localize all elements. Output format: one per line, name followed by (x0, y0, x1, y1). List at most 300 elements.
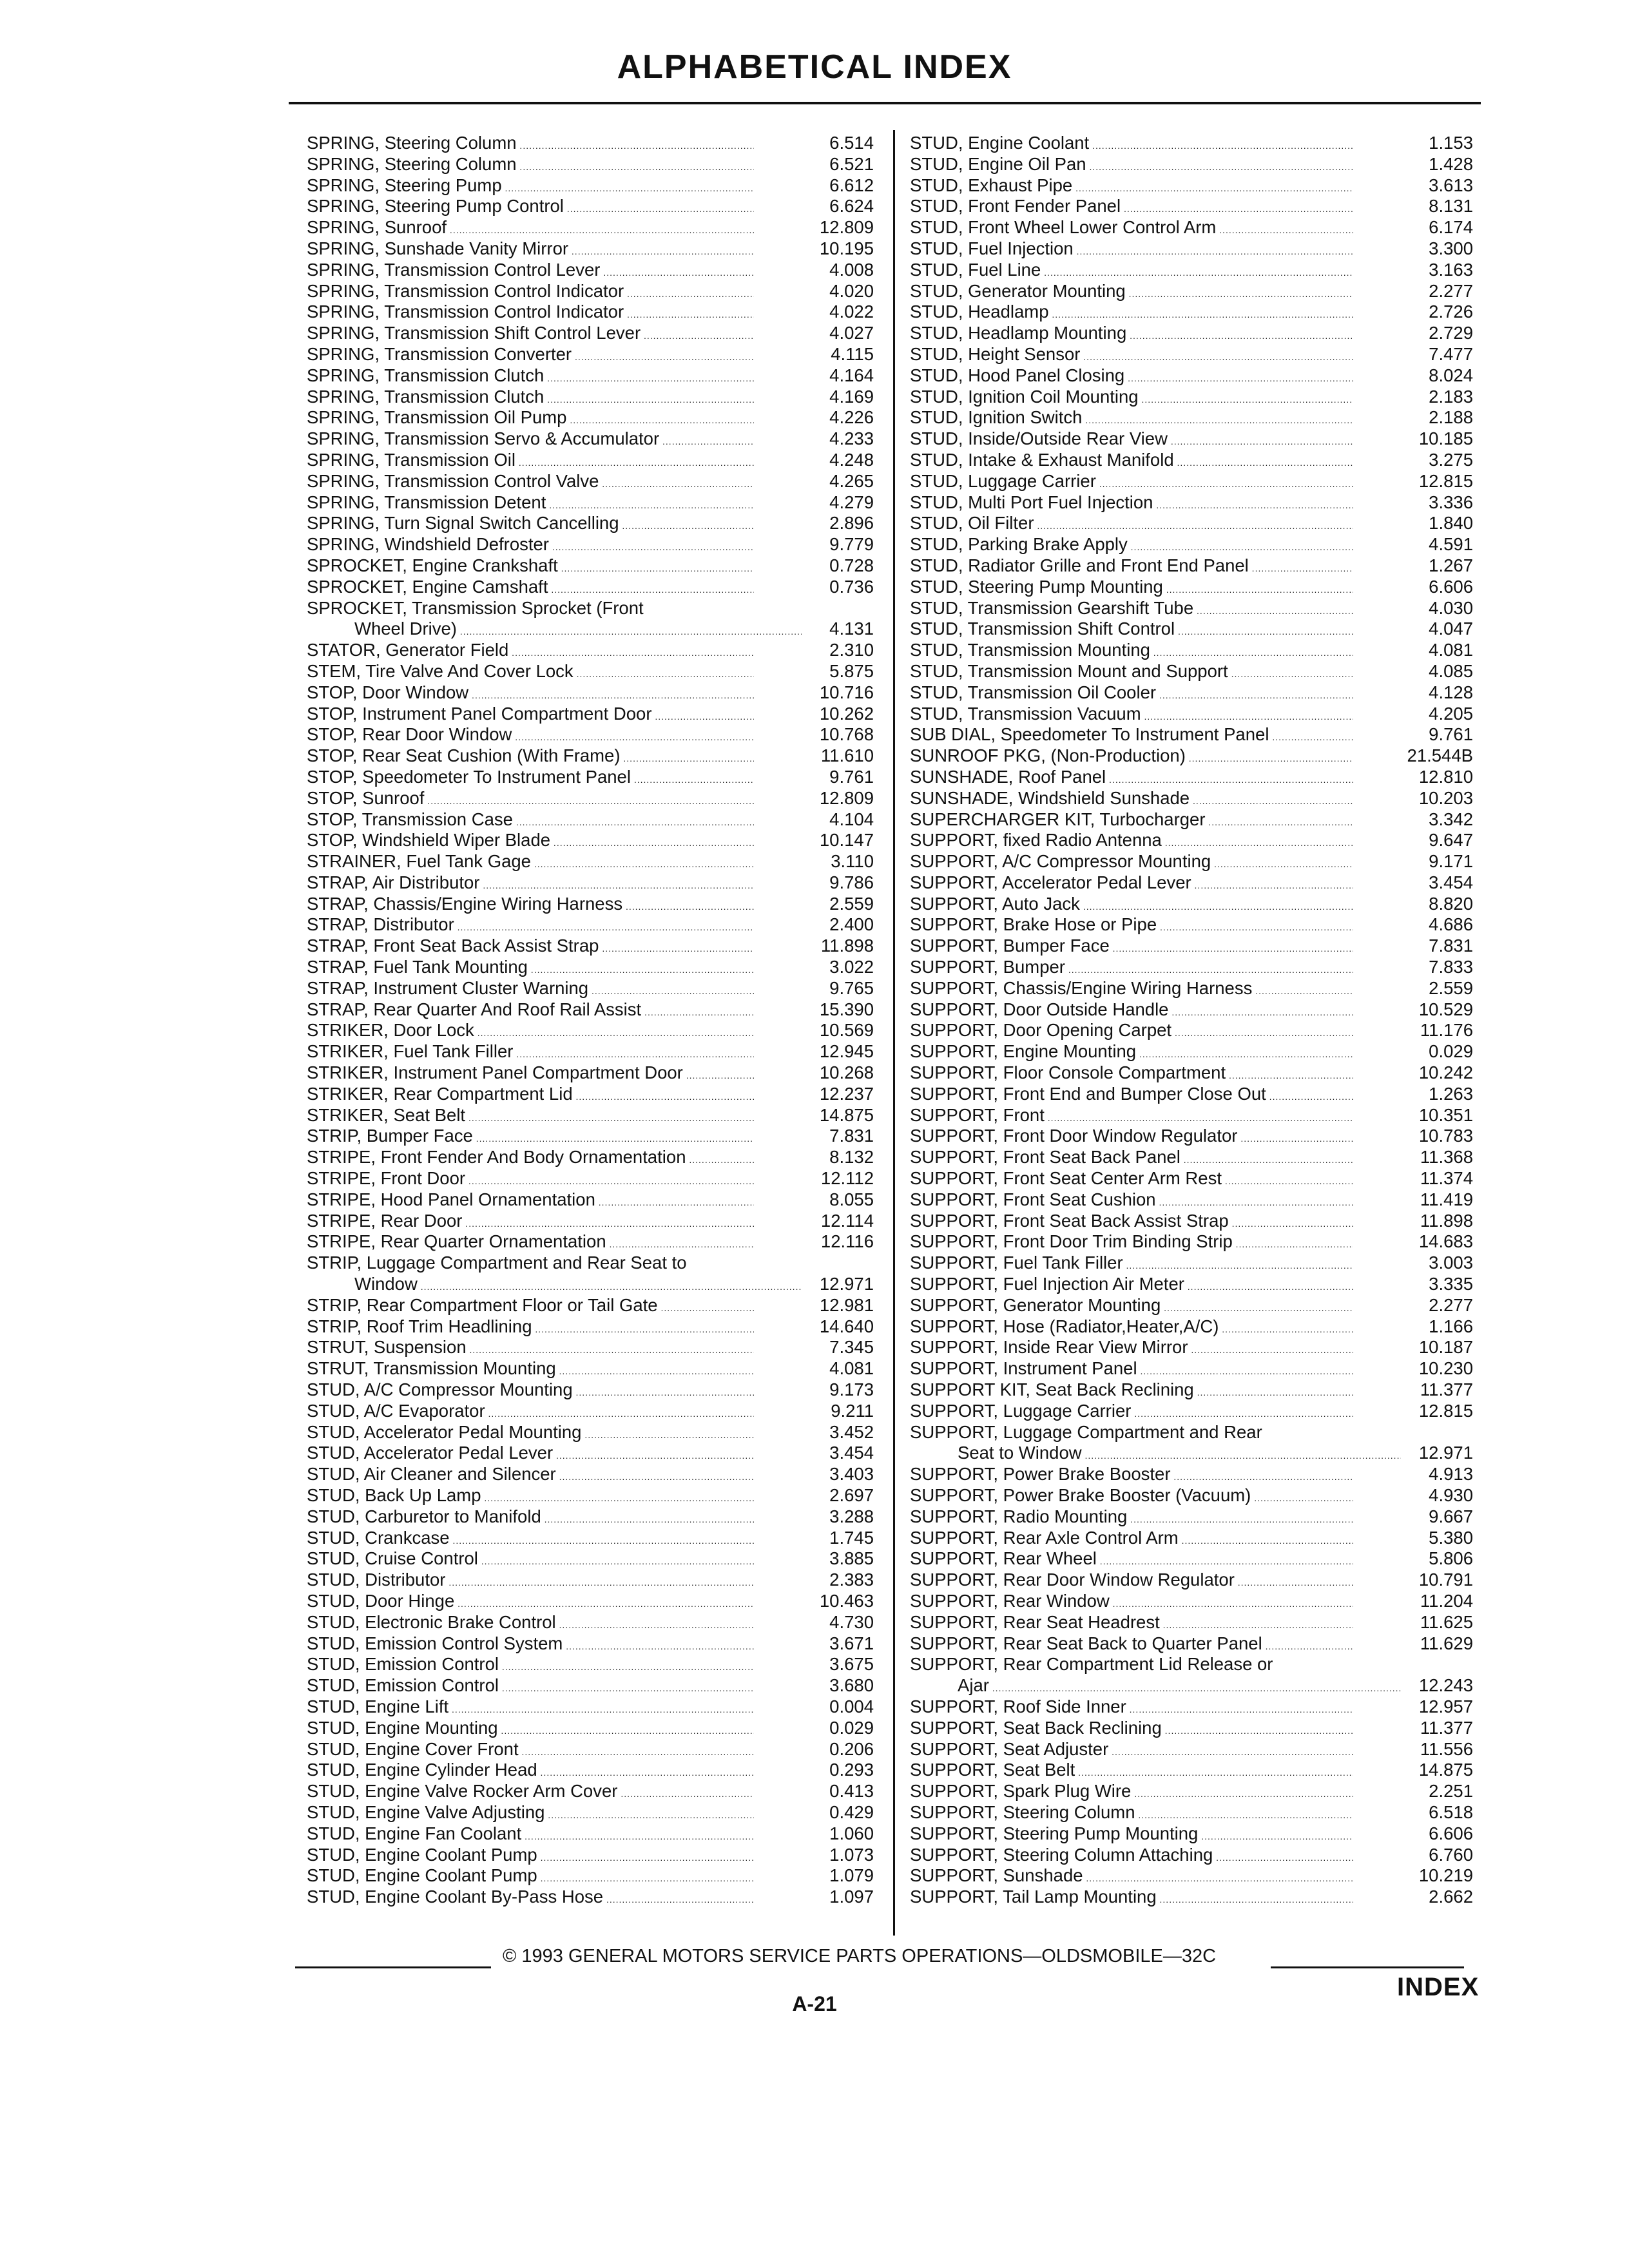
index-entry-label: STUD, Engine Valve Adjusting ..... (307, 1802, 754, 1826)
index-entry-label: SUPPORT, Front Door Window Regulator ..... (910, 1126, 1353, 1149)
index-entry-page: 10.463 (819, 1590, 874, 1611)
index-entry-page: 10.529 (1418, 999, 1473, 1019)
index-entry (902, 1485, 1482, 1506)
index-entry (307, 1189, 951, 1211)
index-entry-page: 3.680 (829, 1675, 874, 1696)
index-entry-page: 1.153 (1429, 133, 1473, 153)
index-entry-page: 12.971 (1418, 1443, 1473, 1463)
index-entry (902, 767, 1482, 788)
index-entry-label: Window ..... (307, 1274, 802, 1298)
index-entry-label: SUNSHADE, Windshield Sunshade ..... (910, 788, 1353, 812)
index-entry-page: 10.230 (1418, 1358, 1473, 1379)
index-entry-page: 7.477 (1429, 343, 1473, 364)
index-entry-label: STRIKER, Instrument Panel Compartment Door ..... (307, 1062, 754, 1086)
index-entry-page: 11.556 (1420, 1738, 1473, 1759)
index-entry-page: 11.377 (1420, 1379, 1473, 1400)
index-entry-label: SUPPORT, Rear Window ..... (910, 1591, 1353, 1615)
index-entry-page: 11.374 (1420, 1168, 1473, 1189)
column-divider (893, 130, 895, 1936)
index-entry-page: 8.131 (1429, 196, 1473, 216)
index-entry (902, 302, 1482, 323)
index-entry (902, 1253, 1482, 1274)
index-entry-label: SUPPORT, Front End and Bumper Close Out ..... (910, 1084, 1353, 1108)
index-entry (902, 640, 1482, 661)
index-entry-label: STUD, A/C Compressor Mounting ..... (307, 1379, 754, 1403)
index-entry-page: 12.809 (819, 217, 874, 238)
index-entry-label: SPROCKET, Transmission Sprocket (Front (307, 597, 644, 618)
index-entry-label: STOP, Door Window ..... (307, 682, 754, 706)
index-entry-label: STUD, Multi Port Fuel Injection ..... (910, 492, 1353, 516)
index-entry-label: SUPPORT, Rear Compartment Lid Release or (910, 1654, 1273, 1675)
index-entry-label: STUD, Transmission Mount and Support ..... (910, 661, 1353, 685)
index-entry-page: 0.029 (1429, 1041, 1473, 1062)
index-entry-page: 10.768 (819, 724, 874, 745)
index-entry (902, 1506, 1482, 1528)
index-entry (307, 1823, 951, 1845)
index-entry-page: 12.815 (1418, 1400, 1473, 1421)
index-entry-page: 3.022 (829, 957, 874, 977)
index-entry-label: STUD, Engine Valve Rocker Arm Cover ..... (307, 1781, 754, 1805)
index-entry-page: 4.164 (829, 365, 874, 385)
index-entry-page: 8.132 (829, 1147, 874, 1168)
index-entry (902, 957, 1482, 978)
index-entry (307, 513, 951, 534)
index-entry-label: SUPPORT, Instrument Panel ..... (910, 1358, 1353, 1382)
index-entry (902, 1105, 1482, 1126)
index-entry-page: 3.300 (1429, 238, 1473, 258)
index-entry-label: STUD, Parking Brake Apply ..... (910, 534, 1353, 558)
index-entry-label: SUPPORT, A/C Compressor Mounting ..... (910, 851, 1353, 875)
index-entry (307, 1295, 951, 1316)
index-entry-label: SUPPORT, Seat Adjuster ..... (910, 1739, 1353, 1763)
footer-rule-right (1271, 1966, 1464, 1968)
index-entry-label: SPRING, Turn Signal Switch Cancelling ..... (307, 513, 754, 537)
index-entry-label: STOP, Transmission Case ..... (307, 809, 754, 833)
index-entry-page: 1.073 (829, 1844, 874, 1865)
index-entry-label: STRIPE, Front Door ..... (307, 1168, 754, 1192)
index-entry-page: 7.831 (829, 1126, 874, 1146)
index-entry-label: STRAP, Rear Quarter And Roof Rail Assist ..... (307, 999, 754, 1023)
index-entry-page: 12.971 (819, 1274, 874, 1294)
index-entry (902, 1591, 1482, 1612)
index-entry-label: SPRING, Transmission Clutch ..... (307, 365, 754, 389)
index-entry-page: 1.428 (1429, 153, 1473, 174)
index-entry-page: 4.205 (1429, 703, 1473, 724)
index-entry (902, 1464, 1482, 1485)
index-entry-label: STRIKER, Door Lock ..... (307, 1020, 754, 1044)
index-entry (902, 365, 1482, 387)
index-entry-label: SPRING, Steering Pump Control ..... (307, 196, 754, 220)
index-entry-page: 11.898 (1420, 1210, 1473, 1231)
index-entry-page: 4.085 (1429, 660, 1473, 681)
index-entry (902, 1316, 1482, 1338)
index-entry (307, 1612, 951, 1633)
index-entry-label: SUPPORT, Steering Pump Mounting ..... (910, 1823, 1353, 1847)
index-entry-page: 4.169 (829, 386, 874, 407)
index-entry-page: 2.697 (829, 1485, 874, 1505)
index-entry-page: 11.377 (1420, 1717, 1473, 1738)
index-entry-label: SPRING, Transmission Shift Control Lever ..... (307, 323, 754, 347)
index-entry-page: 12.957 (1418, 1696, 1473, 1716)
index-entry-page: 4.115 (831, 343, 874, 364)
index-entry-page: 10.262 (819, 703, 874, 724)
index-entry-page: 8.820 (1429, 893, 1473, 914)
index-entry (902, 978, 1482, 999)
index-entry-page: 8.024 (1429, 365, 1473, 385)
index-entry (902, 1211, 1482, 1232)
index-entry (307, 1528, 951, 1549)
index-entry-label: Seat to Window ..... (910, 1443, 1401, 1466)
index-entry-page: 2.277 (1429, 1294, 1473, 1315)
index-entry-page: 2.400 (829, 914, 874, 935)
index-entry (902, 999, 1482, 1021)
index-entry (307, 1401, 951, 1422)
index-entry (902, 1739, 1482, 1760)
index-entry-page: 3.336 (1429, 492, 1473, 512)
index-entry-page: 3.003 (1429, 1253, 1473, 1273)
index-entry-label: STEM, Tire Valve And Cover Lock ..... (307, 661, 754, 685)
index-entry (902, 1718, 1482, 1739)
index-entry (307, 957, 951, 978)
index-entry-page: 10.351 (1418, 1104, 1473, 1125)
index-entry-page: 12.809 (819, 787, 874, 808)
index-entry (902, 1126, 1482, 1147)
index-entry-label: STUD, Engine Fan Coolant ..... (307, 1823, 754, 1847)
index-entry-page: 5.806 (1429, 1548, 1473, 1569)
index-entry-page: 6.624 (829, 196, 874, 216)
index-entry (307, 154, 951, 175)
index-entry-label: SUPPORT, Tail Lamp Mounting ..... (910, 1887, 1353, 1910)
index-entry-page: 21.544B (1407, 745, 1473, 766)
index-entry (307, 1231, 951, 1253)
index-entry-page: 3.163 (1429, 259, 1473, 280)
index-entry-page: 5.875 (829, 660, 874, 681)
index-entry (307, 450, 951, 471)
index-entry-label: SUPERCHARGER KIT, Turbocharger ..... (910, 809, 1353, 833)
index-entry-label: SPRING, Transmission Control Valve ..... (307, 471, 754, 495)
index-entry (902, 323, 1482, 344)
index-entry (902, 217, 1482, 238)
index-entry-page: 4.104 (829, 809, 874, 829)
index-entry-page: 3.403 (829, 1464, 874, 1485)
index-entry (307, 767, 951, 788)
index-entry-page: 6.518 (1429, 1802, 1473, 1822)
index-entry (307, 281, 951, 302)
index-entry-page: 0.413 (829, 1781, 874, 1802)
index-entry-label: STRAP, Chassis/Engine Wiring Harness ..... (307, 894, 754, 918)
index-entry-label: STUD, Engine Cover Front ..... (307, 1739, 754, 1763)
index-entry-page: 0.004 (829, 1696, 874, 1716)
index-entry-page: 7.831 (1429, 936, 1473, 956)
index-entry (902, 1084, 1482, 1105)
index-entry-label: STRIP, Luggage Compartment and Rear Seat to (307, 1253, 687, 1273)
index-entry-label: STUD, Ignition Coil Mounting ..... (910, 387, 1353, 410)
index-entry (307, 1084, 951, 1105)
index-entry-label: SPRING, Transmission Servo & Accumulator ..... (307, 428, 754, 452)
index-entry-label: SUB DIAL, Speedometer To Instrument Panel ..... (910, 724, 1353, 748)
index-entry (902, 851, 1482, 872)
index-entry-page: 4.913 (1429, 1464, 1473, 1485)
index-entry-label: SUPPORT, Hose (Radiator,Heater,A/C) ..... (910, 1316, 1353, 1340)
page-title: ALPHABETICAL INDEX (617, 48, 1012, 86)
index-entry (307, 914, 951, 936)
index-entry-label: SPRING, Steering Column ..... (307, 154, 754, 178)
index-entry-page: 11.368 (1420, 1147, 1473, 1168)
index-entry-label: SUPPORT, Radio Mounting ..... (910, 1506, 1353, 1530)
index-entry-label: Ajar ..... (910, 1675, 1401, 1699)
index-entry-label: SUPPORT, Brake Hose or Pipe ..... (910, 914, 1353, 938)
index-entry (902, 1654, 1482, 1675)
index-entry-page: 4.027 (829, 323, 874, 343)
index-entry-label: SPRING, Transmission Clutch ..... (307, 387, 754, 410)
index-entry (902, 1548, 1482, 1570)
index-entry-page: 2.277 (1429, 280, 1473, 301)
index-entry (902, 1379, 1482, 1401)
index-entry-label: SUPPORT, Front Door Trim Binding Strip ..... (910, 1231, 1353, 1255)
index-entry (902, 387, 1482, 408)
index-entry-page: 2.662 (1429, 1887, 1473, 1907)
index-entry-page: 4.030 (1429, 597, 1473, 618)
index-entry (902, 238, 1482, 260)
index-entry-page: 1.079 (829, 1865, 874, 1886)
index-column-right (902, 133, 1482, 1908)
index-entry-label: SUPPORT, Steering Column ..... (910, 1802, 1353, 1826)
index-entry-page: 4.081 (1429, 640, 1473, 660)
index-entry-label: STUD, Steering Pump Mounting ..... (910, 577, 1353, 601)
index-entry-page: 10.783 (1418, 1126, 1473, 1146)
index-entry-label: SUPPORT, Seat Back Reclining ..... (910, 1718, 1353, 1742)
index-entry-label: SUPPORT, Rear Door Window Regulator ..... (910, 1570, 1353, 1593)
index-entry (307, 830, 951, 851)
index-entry-label: STUD, Engine Coolant Pump ..... (307, 1865, 754, 1889)
index-entry-page: 4.591 (1429, 534, 1473, 555)
index-entry-page: 6.760 (1429, 1844, 1473, 1865)
index-entry (307, 492, 951, 514)
index-entry-label: STUD, Emission Control ..... (307, 1654, 754, 1678)
index-entry (307, 1274, 951, 1295)
index-entry (902, 661, 1482, 682)
index-entry-label: SUPPORT, Power Brake Booster (Vacuum) ..... (910, 1485, 1353, 1509)
index-entry (902, 809, 1482, 831)
index-entry-page: 12.114 (820, 1210, 874, 1231)
index-entry (307, 1211, 951, 1232)
index-entry-page: 0.029 (829, 1717, 874, 1738)
index-entry-page: 6.612 (829, 175, 874, 195)
index-entry-page: 10.185 (1418, 428, 1473, 449)
index-entry-label: STOP, Rear Seat Cushion (With Frame) ..... (307, 745, 754, 769)
index-entry-page: 10.187 (1418, 1337, 1473, 1358)
index-entry-label: STUD, Distributor ..... (307, 1570, 754, 1593)
index-entry-label: STUD, Inside/Outside Rear View ..... (910, 428, 1353, 452)
index-entry-page: 3.275 (1429, 449, 1473, 470)
index-entry-label: STRIPE, Rear Door ..... (307, 1211, 754, 1235)
index-entry-label: STATOR, Generator Field ..... (307, 640, 754, 664)
index-entry-page: 9.765 (829, 977, 874, 998)
index-entry-label: STRIP, Rear Compartment Floor or Tail Gate ..... (307, 1295, 754, 1319)
index-entry (902, 704, 1482, 725)
index-entry-label: SUPPORT, Front Seat Center Arm Rest ..... (910, 1168, 1353, 1192)
index-entry (902, 1168, 1482, 1189)
index-entry-label: STRIKER, Fuel Tank Filler ..... (307, 1041, 754, 1065)
index-entry (902, 450, 1482, 471)
index-entry (307, 999, 951, 1021)
index-entry-page: 6.606 (1429, 1823, 1473, 1843)
index-entry (307, 1591, 951, 1612)
index-entry (307, 1739, 951, 1760)
index-entry-label: STUD, Engine Oil Pan ..... (910, 154, 1353, 178)
index-entry-label: STOP, Rear Door Window ..... (307, 724, 754, 748)
index-entry-page: 12.116 (820, 1231, 874, 1252)
index-entry (902, 1865, 1482, 1887)
index-entry-page: 9.761 (1429, 724, 1473, 745)
index-entry-label: STUD, Emission Control ..... (307, 1675, 754, 1699)
index-entry (902, 513, 1482, 534)
index-entry (307, 598, 951, 619)
index-entry (902, 1358, 1482, 1379)
index-entry-label: SUPPORT, Sunshade ..... (910, 1865, 1353, 1889)
index-entry (902, 598, 1482, 619)
index-entry (307, 788, 951, 809)
index-entry-label: SUPPORT, fixed Radio Antenna ..... (910, 830, 1353, 854)
index-entry-page: 5.380 (1429, 1527, 1473, 1548)
index-entry-page: 4.008 (829, 259, 874, 280)
index-entry-page: 4.128 (1429, 682, 1473, 702)
index-entry (902, 1401, 1482, 1422)
index-entry-page: 2.896 (829, 513, 874, 533)
index-entry-page: 9.211 (831, 1400, 874, 1421)
index-entry (307, 1422, 951, 1443)
index-entry-page: 3.454 (829, 1443, 874, 1463)
index-entry (307, 1041, 951, 1062)
index-entry-label: SUPPORT, Chassis/Engine Wiring Harness ..... (910, 978, 1353, 1002)
index-entry (307, 619, 951, 640)
index-entry-page: 9.786 (829, 872, 874, 892)
index-entry (307, 1760, 951, 1781)
index-entry-label: SUPPORT, Accelerator Pedal Lever ..... (910, 872, 1353, 896)
index-entry-page: 1.097 (829, 1887, 874, 1907)
index-entry-page: 10.242 (1418, 1062, 1473, 1083)
index-entry (307, 936, 951, 957)
index-entry (902, 1295, 1482, 1316)
index-entry (307, 872, 951, 894)
index-entry-label: STRAP, Fuel Tank Mounting ..... (307, 957, 754, 981)
index-entry (307, 1062, 951, 1084)
index-entry (902, 281, 1482, 302)
index-entry-label: SUPPORT, Luggage Compartment and Rear (910, 1421, 1262, 1442)
index-entry-label: STRAINER, Fuel Tank Gage ..... (307, 851, 754, 875)
index-entry-label: SUPPORT, Inside Rear View Mirror ..... (910, 1337, 1353, 1361)
index-entry-page: 14.875 (1418, 1760, 1473, 1780)
index-entry-page: 10.569 (819, 1020, 874, 1041)
index-entry-label: STUD, Engine Coolant ..... (910, 133, 1353, 157)
index-entry-page: 4.730 (829, 1611, 874, 1632)
index-entry-label: STUD, Engine Coolant By-Pass Hose ..... (307, 1887, 754, 1910)
index-entry-label: STUD, Transmission Mounting ..... (910, 640, 1353, 664)
index-entry (902, 1443, 1482, 1464)
index-entry-label: SUPPORT, Power Brake Booster ..... (910, 1464, 1353, 1488)
index-entry (307, 1718, 951, 1739)
index-entry-page: 2.183 (1429, 386, 1473, 407)
section-label: INDEX (1397, 1973, 1480, 2001)
index-entry (902, 619, 1482, 640)
index-entry (902, 175, 1482, 197)
index-entry-page: 4.248 (829, 449, 874, 470)
index-entry-page: 0.728 (829, 555, 874, 575)
index-entry-label: STRIP, Bumper Face ..... (307, 1126, 754, 1149)
index-entry-label: STUD, Transmission Gearshift Tube ..... (910, 598, 1353, 622)
index-entry-page: 12.810 (1418, 766, 1473, 787)
index-entry (307, 1675, 951, 1696)
index-entry (307, 1020, 951, 1041)
index-entry-page: 4.279 (829, 492, 874, 512)
index-entry (307, 1506, 951, 1528)
index-entry-page: 11.204 (1420, 1590, 1473, 1611)
index-entry-page: 9.779 (829, 534, 874, 555)
index-entry-label: SPROCKET, Engine Camshaft ..... (307, 577, 754, 601)
index-entry (307, 1253, 951, 1274)
index-entry-page: 12.112 (820, 1168, 874, 1189)
index-entry-label: STOP, Windshield Wiper Blade ..... (307, 830, 754, 854)
index-entry-label: SUPPORT, Front Seat Back Panel ..... (910, 1147, 1353, 1171)
index-entry (307, 851, 951, 872)
index-entry-page: 6.606 (1429, 576, 1473, 597)
index-entry-page: 3.885 (829, 1548, 874, 1569)
index-entry (307, 471, 951, 492)
index-entry-label: SPRING, Transmission Converter ..... (307, 344, 754, 368)
index-entry (902, 1189, 1482, 1211)
index-entry-label: STUD, Oil Filter ..... (910, 513, 1353, 537)
index-entry (902, 1570, 1482, 1591)
index-entry-label: STUD, Back Up Lamp ..... (307, 1485, 754, 1509)
index-entry (307, 1845, 951, 1866)
index-entry-label: STRAP, Front Seat Back Assist Strap ..... (307, 936, 754, 959)
index-entry-label: STUD, Door Hinge ..... (307, 1591, 754, 1615)
index-entry (307, 809, 951, 831)
index-entry-label: STUD, Headlamp Mounting ..... (910, 323, 1353, 347)
index-entry-label: STUD, Carburetor to Manifold ..... (307, 1506, 754, 1530)
index-entry-page: 7.345 (829, 1337, 874, 1358)
index-entry-page: 10.268 (819, 1062, 874, 1083)
index-entry (307, 640, 951, 661)
index-entry (902, 577, 1482, 598)
index-entry (307, 1548, 951, 1570)
index-entry-label: STOP, Sunroof ..... (307, 788, 754, 812)
index-entry (902, 1337, 1482, 1358)
index-entry-page: 3.110 (831, 851, 874, 872)
index-entry-label: STUD, Generator Mounting ..... (910, 281, 1353, 305)
index-entry-page: 9.173 (829, 1379, 874, 1400)
index-entry (307, 1570, 951, 1591)
index-entry-page: 12.981 (819, 1294, 874, 1315)
index-entry-label: STRAP, Air Distributor ..... (307, 872, 754, 896)
index-entry-label: STUD, Cruise Control ..... (307, 1548, 754, 1572)
copyright-notice: © 1993 GENERAL MOTORS SERVICE PARTS OPERATIONS—OLDSMOBILE—32C (503, 1946, 1217, 1966)
index-column-left (307, 133, 951, 1908)
index-entry (902, 1041, 1482, 1062)
index-entry-label: SUPPORT, Bumper ..... (910, 957, 1353, 981)
index-entry-label: SUPPORT, Door Outside Handle ..... (910, 999, 1353, 1023)
index-entry-label: SUPPORT, Rear Seat Headrest ..... (910, 1612, 1353, 1636)
index-entry-label: STUD, Transmission Shift Control ..... (910, 619, 1353, 642)
index-entry-label: SPRING, Transmission Control Indicator ..... (307, 302, 754, 325)
index-entry-page: 10.203 (1418, 787, 1473, 808)
index-entry-label: SPRING, Transmission Detent ..... (307, 492, 754, 516)
index-entry-label: SUPPORT, Door Opening Carpet ..... (910, 1020, 1353, 1044)
index-entry-label: SPROCKET, Engine Crankshaft ..... (307, 555, 754, 579)
index-entry (902, 894, 1482, 915)
index-entry-page: 9.667 (1429, 1506, 1473, 1526)
index-entry-label: SUPPORT, Seat Belt ..... (910, 1760, 1353, 1783)
